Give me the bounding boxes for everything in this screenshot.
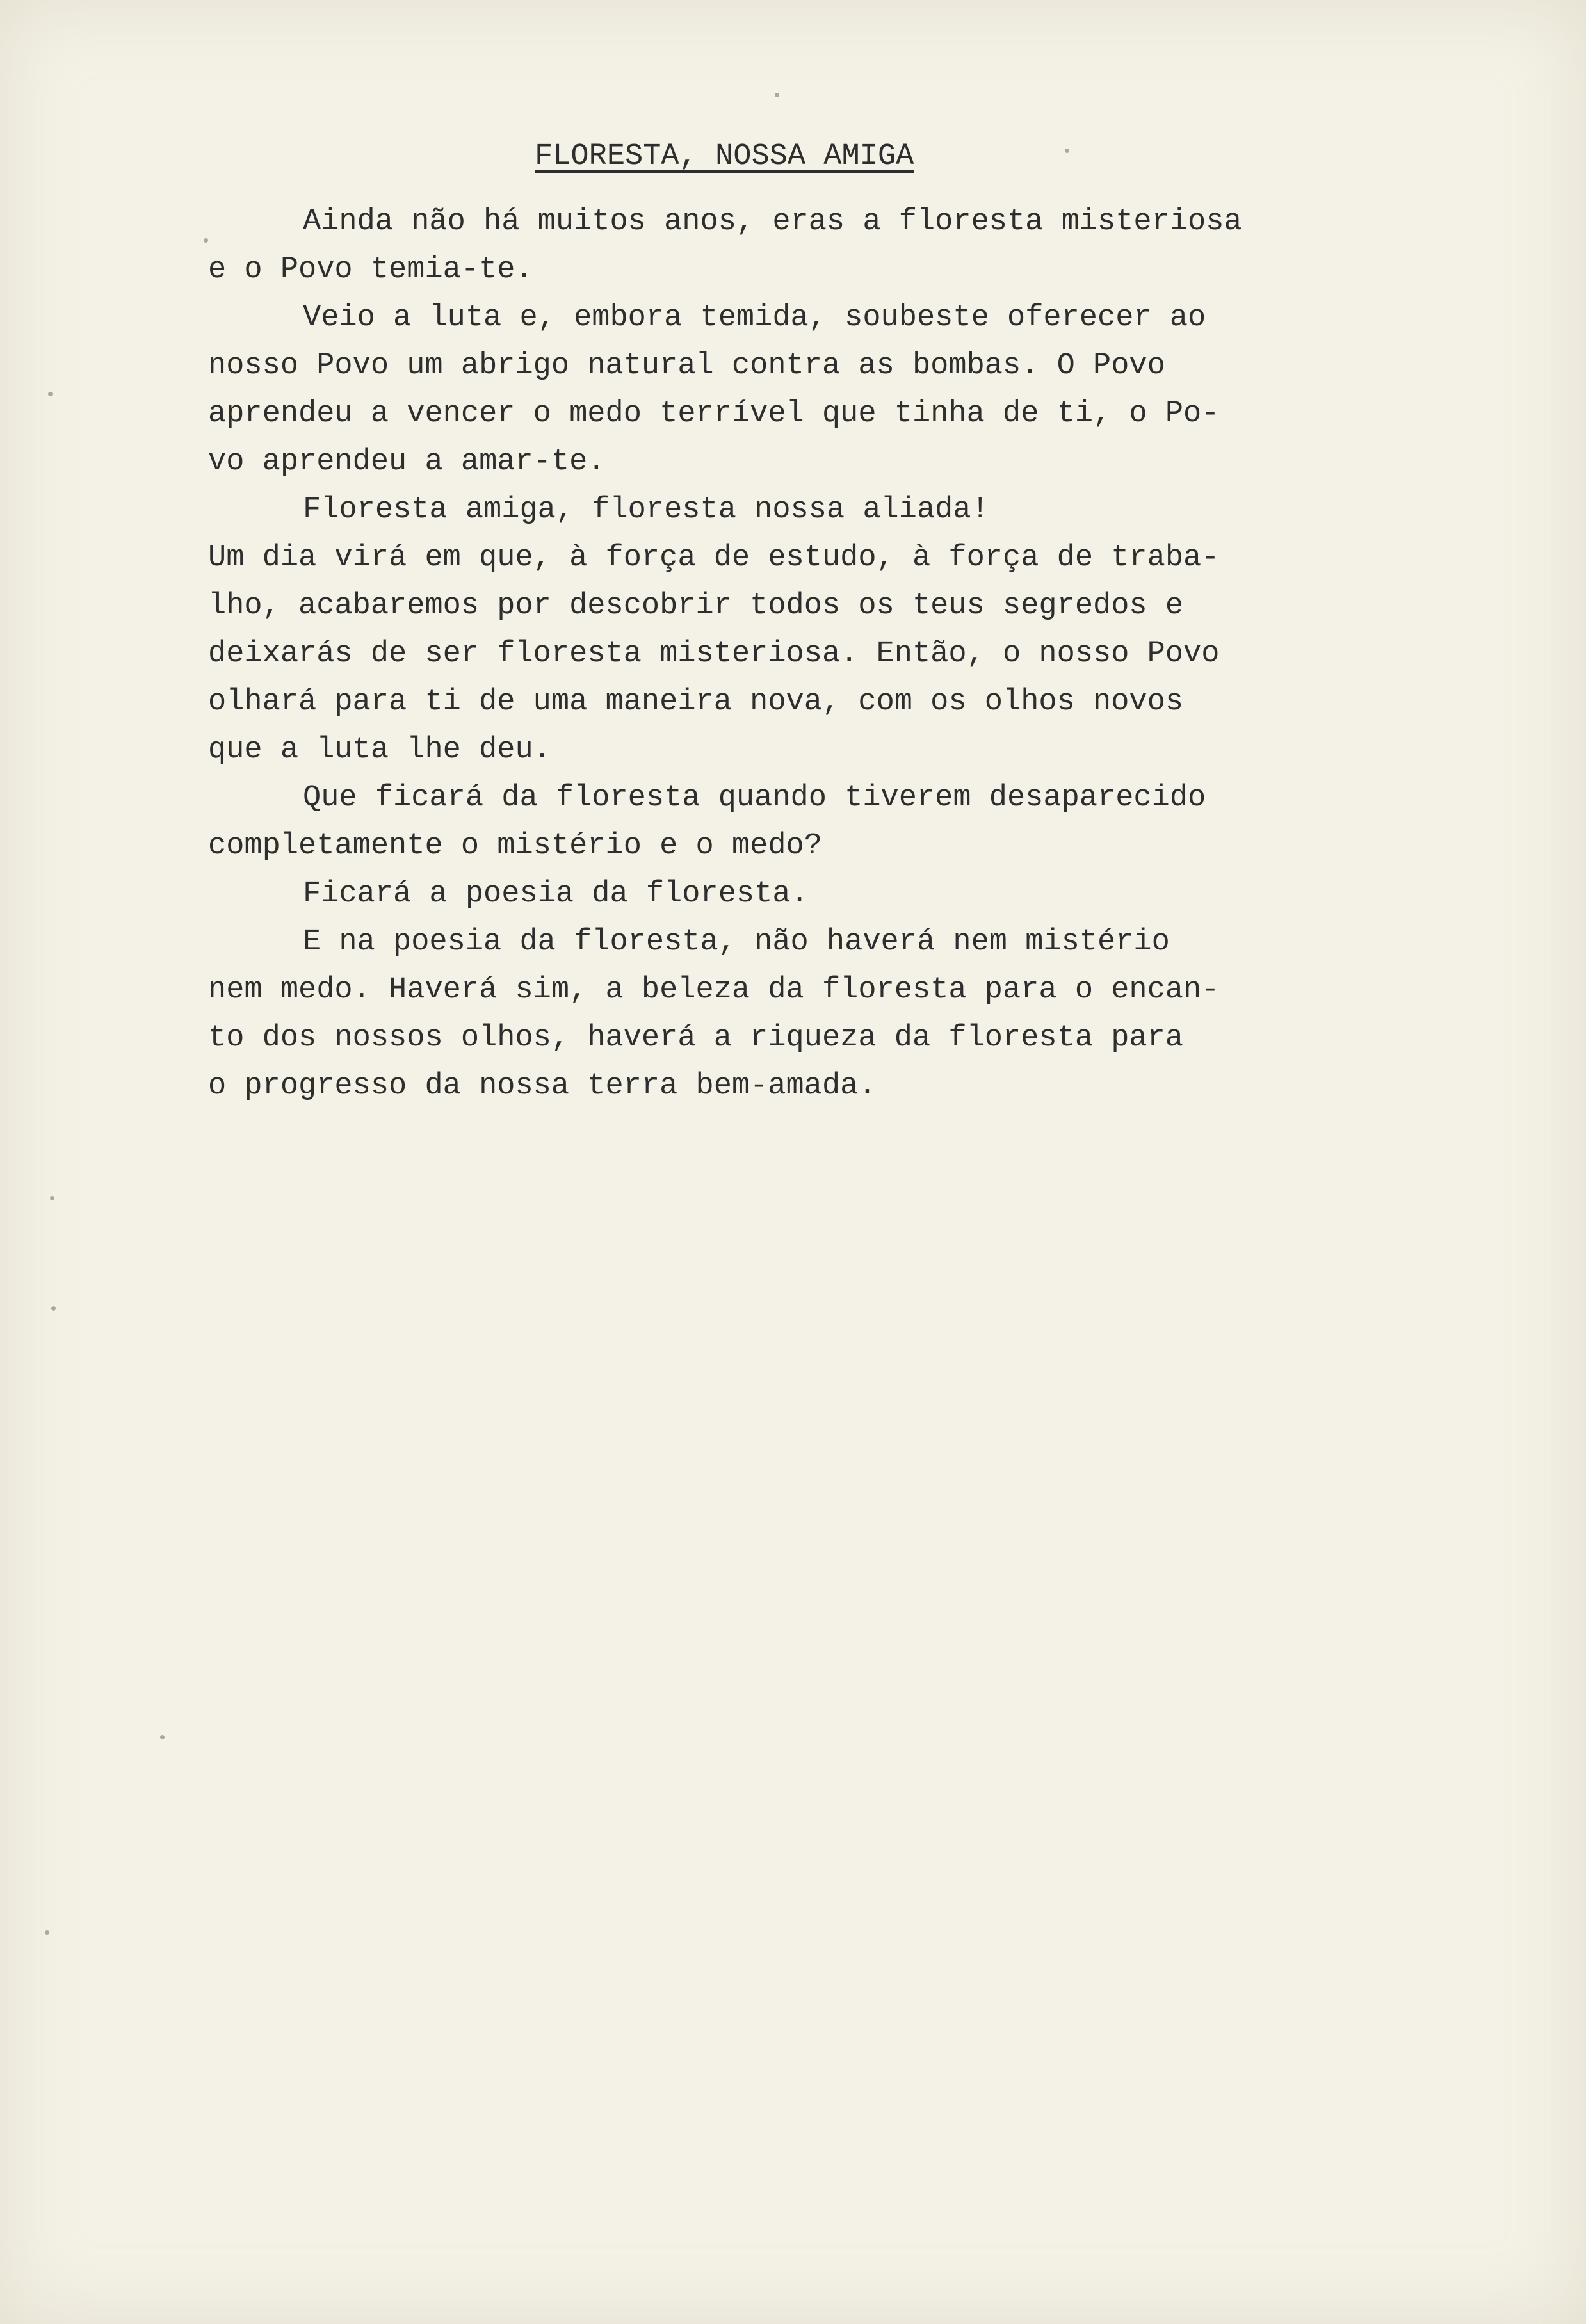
paper-speck — [45, 1930, 49, 1935]
body-line: Um dia virá em que, à força de estudo, à força de traba- — [208, 541, 1220, 575]
body-line: olhará para ti de uma maneira nova, com os olhos novos — [208, 685, 1184, 719]
body-line: completamente o mistério e o medo? — [208, 829, 822, 863]
document-title: FLORESTA, NOSSA AMIGA — [535, 140, 914, 173]
paper-speck — [51, 1306, 56, 1311]
body-line: deixarás de ser floresta misteriosa. Então, o nosso Povo — [208, 637, 1220, 671]
paper-speck — [48, 392, 53, 396]
body-line: vo aprendeu a amar-te. — [208, 445, 606, 479]
body-line: to dos nossos olhos, haverá a riqueza da floresta para — [208, 1021, 1184, 1055]
body-line: aprendeu a vencer o medo terrível que tinha de ti, o Po- — [208, 397, 1220, 431]
body-line: E na poesia da floresta, não haverá nem mistério — [303, 925, 1170, 959]
body-line: e o Povo temia-te. — [208, 253, 533, 287]
paper-speck — [775, 93, 779, 97]
paper-speck — [160, 1735, 165, 1739]
body-line: Floresta amiga, floresta nossa aliada! — [303, 493, 989, 527]
body-line: nem medo. Haverá sim, a beleza da floresta para o encan- — [208, 973, 1220, 1007]
body-line: o progresso da nossa terra bem-amada. — [208, 1069, 877, 1103]
body-line: que a luta lhe deu. — [208, 733, 551, 767]
body-line: Ainda não há muitos anos, eras a floresta misteriosa — [303, 205, 1242, 239]
body-line: Veio a luta e, embora temida, soubeste oferecer ao — [303, 301, 1206, 335]
paper-speck — [204, 238, 208, 243]
body-line: Que ficará da floresta quando tiverem desaparecido — [303, 781, 1206, 815]
paper-speck — [50, 1196, 54, 1200]
paper-speck — [1065, 149, 1069, 153]
body-line: lho, acabaremos por descobrir todos os teus segredos e — [208, 589, 1184, 623]
body-line: Ficará a poesia da floresta. — [303, 877, 809, 911]
body-line: nosso Povo um abrigo natural contra as bombas. O Povo — [208, 349, 1165, 383]
